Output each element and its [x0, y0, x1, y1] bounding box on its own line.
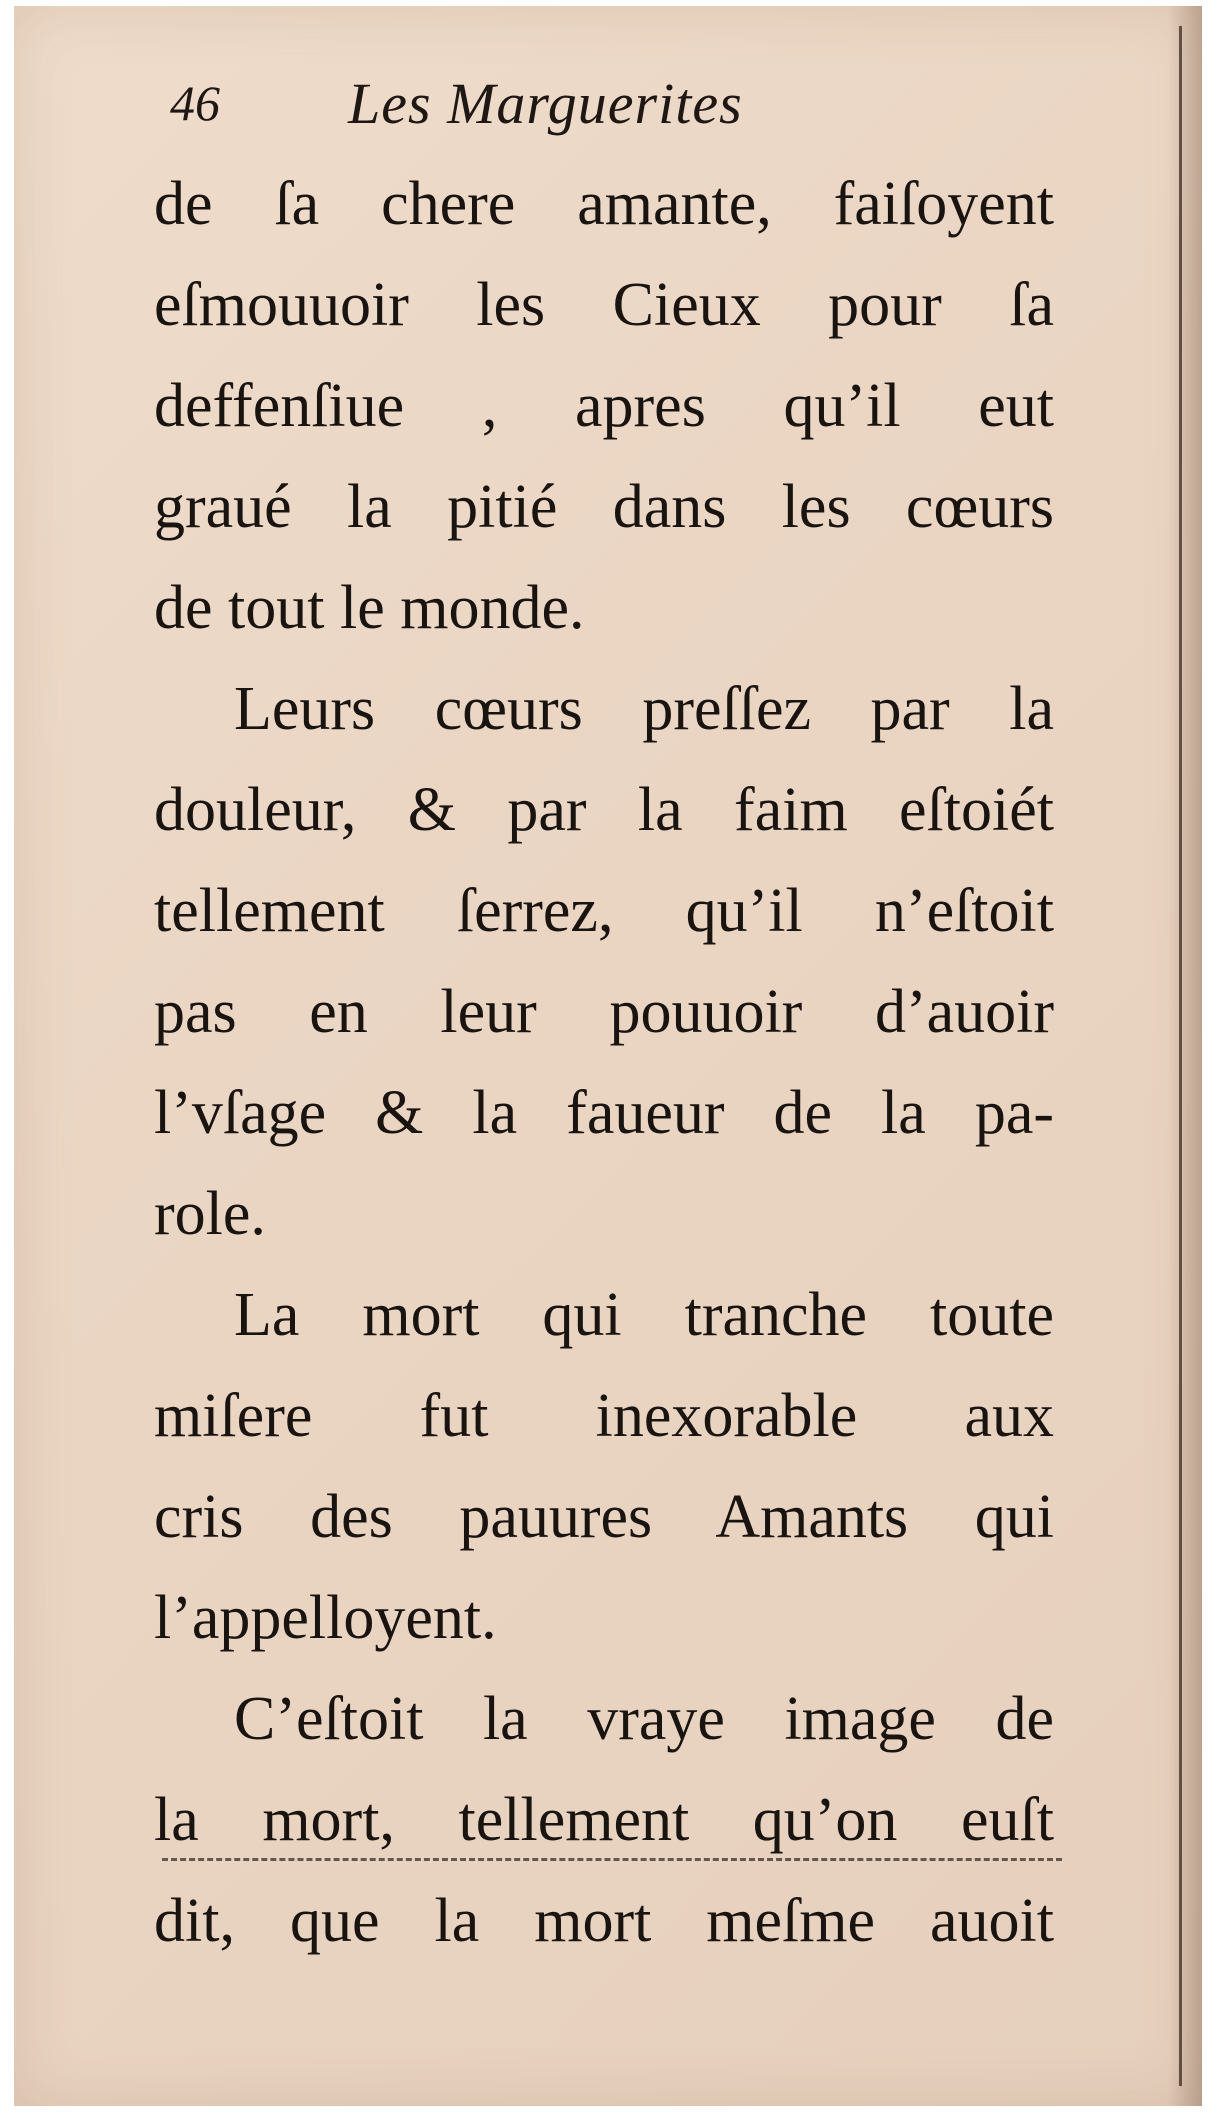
page-binding-edge	[1179, 26, 1182, 2086]
text-line: graué la pitié dans les cœurs	[154, 473, 1054, 541]
text-line: de tout le monde.	[154, 574, 585, 642]
text-line: eſmouuoir les Cieux pour ſa	[154, 271, 1054, 339]
page-number: 46	[170, 75, 220, 131]
page-edge-shadow	[1168, 6, 1202, 2106]
text-line: l’vſage & la faueur de la pa-	[154, 1079, 1054, 1147]
text-line: cris des pauures Amants qui	[154, 1483, 1054, 1551]
body-text	[154, 154, 1054, 1972]
text-line: douleur, & par la faim eſtoiét	[154, 776, 1054, 844]
bottom-rule	[162, 1858, 1062, 1861]
text-line: de ſa chere amante, faiſoyent	[154, 170, 1054, 238]
text-line: role.	[154, 1180, 266, 1248]
text-line: deffenſiue , apres qu’il eut	[154, 372, 1054, 440]
text-line: C’eſtoit la vraye image de	[234, 1685, 1054, 1753]
page-header	[162, 64, 1062, 154]
book-page	[14, 6, 1202, 2106]
text-line: miſere fut inexorable aux	[154, 1382, 1054, 1450]
text-line: l’appelloyent.	[154, 1584, 497, 1652]
running-title: Les Marguerites	[348, 71, 743, 136]
text-line: La mort qui tranche toute	[234, 1281, 1054, 1349]
text-line: pas en leur pouuoir d’auoir	[154, 978, 1054, 1046]
text-line: la mort, tellement qu’on euſt	[154, 1786, 1054, 1854]
text-line: Leurs cœurs preſſez par la	[234, 675, 1054, 743]
text-line: tellement ſerrez, qu’il n’eſtoit	[154, 877, 1054, 945]
text-line: dit, que la mort meſme auoit	[154, 1887, 1054, 1955]
